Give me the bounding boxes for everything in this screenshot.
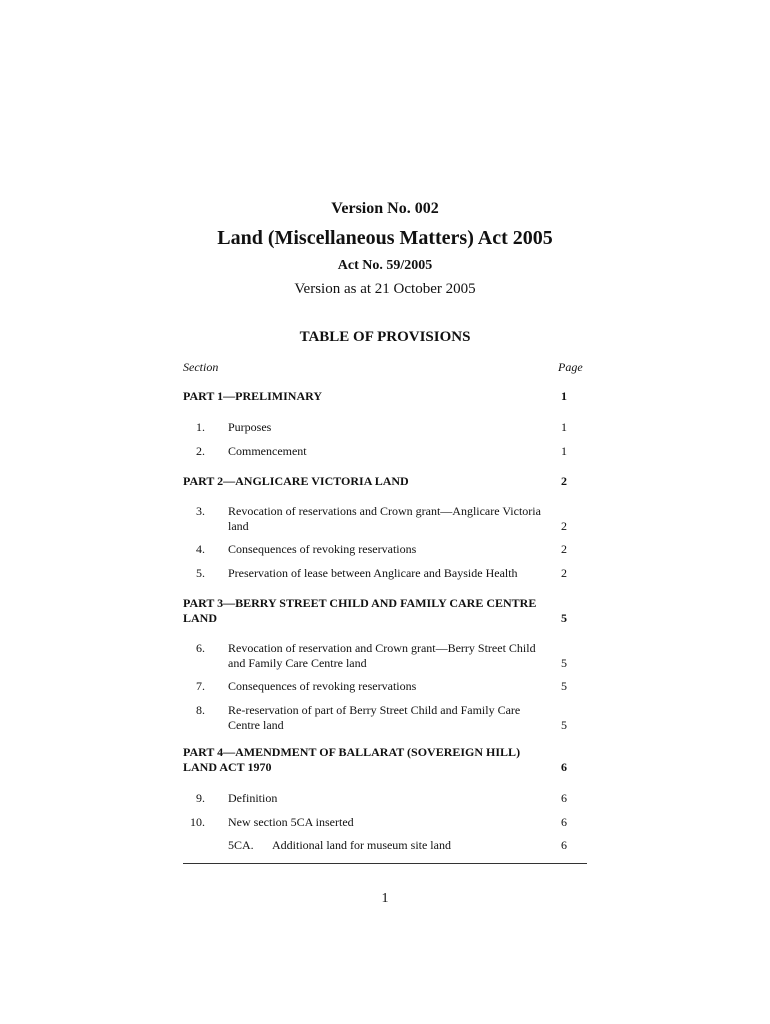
entry-page: 2 — [561, 519, 567, 533]
part-page: 5 — [561, 611, 567, 625]
entry-number: 1. — [196, 420, 205, 434]
entry-title: Purposes — [228, 420, 272, 434]
section-column-label: Section — [183, 360, 219, 374]
entry-number: 9. — [196, 791, 205, 805]
part-page: 2 — [561, 474, 567, 488]
toc-entry-3[interactable] — [183, 504, 567, 534]
act-number: Act No. 59/2005 — [337, 258, 433, 273]
entry-title: Consequences of revoking reservations — [228, 679, 417, 693]
toc-heading: TABLE OF PROVISIONS — [299, 329, 471, 345]
part-title: PART 4—AMENDMENT OF BALLARAT (SOVEREIGN HILL) LAND ACT 1970 — [183, 745, 521, 774]
toc-entry-8[interactable] — [183, 703, 567, 733]
entry-title: Commencement — [228, 444, 307, 458]
entry-title: Revocation of reservation and Crown grant—Berry Street Child and Family Care Centre land — [228, 641, 536, 670]
entry-number: 4. — [196, 542, 205, 556]
toc-entry-2[interactable] — [183, 444, 567, 459]
subentry-page: 6 — [561, 838, 567, 852]
toc-part-2[interactable] — [183, 474, 567, 489]
part-title: PART 3—BERRY STREET CHILD AND FAMILY CARE CENTRE LAND — [183, 596, 537, 625]
entry-title: Consequences of revoking reservations — [228, 542, 417, 556]
toc-entry-10[interactable] — [183, 815, 567, 830]
entry-page: 5 — [561, 656, 567, 670]
entry-number: 5. — [196, 566, 205, 580]
toc-entry-7[interactable] — [183, 679, 567, 694]
part-title: PART 2—ANGLICARE VICTORIA LAND — [183, 474, 409, 488]
part-page: 1 — [561, 389, 567, 403]
entry-page: 1 — [561, 444, 567, 458]
entry-page: 2 — [561, 542, 567, 556]
entry-title: Definition — [228, 791, 278, 805]
entry-page: 5 — [561, 718, 567, 732]
toc-entry-6[interactable] — [183, 641, 567, 671]
toc-entry-5[interactable] — [183, 566, 567, 581]
entry-number: 2. — [196, 444, 205, 458]
subentry-number: 5CA. — [228, 838, 254, 852]
subentry-title: Additional land for museum site land — [272, 838, 451, 852]
entry-page: 6 — [561, 815, 567, 829]
version-date: Version as at 21 October 2005 — [294, 281, 476, 297]
part-page: 6 — [561, 760, 567, 774]
entry-number: 3. — [196, 504, 205, 518]
toc-part-3[interactable] — [183, 596, 567, 626]
entry-number: 10. — [190, 815, 205, 829]
entry-title: New section 5CA inserted — [228, 815, 354, 829]
entry-number: 8. — [196, 703, 205, 717]
entry-page: 6 — [561, 791, 567, 805]
entry-number: 7. — [196, 679, 205, 693]
version-number: Version No. 002 — [331, 200, 439, 217]
toc-entry-9[interactable] — [183, 791, 567, 806]
entry-title: Preservation of lease between Anglicare and Bayside Health — [228, 566, 518, 580]
page-number: 1 — [381, 891, 389, 906]
entry-page: 5 — [561, 679, 567, 693]
part-title: PART 1—PRELIMINARY — [183, 389, 323, 403]
entry-page: 1 — [561, 420, 567, 434]
page-column-label: Page — [558, 360, 583, 374]
footer-divider — [183, 863, 587, 864]
toc-part-4[interactable] — [183, 745, 567, 775]
toc-part-1[interactable] — [183, 389, 567, 404]
toc-entry-1[interactable] — [183, 420, 567, 435]
entry-page: 2 — [561, 566, 567, 580]
entry-title: Revocation of reservations and Crown grant—Anglicare Victoria land — [228, 504, 541, 533]
entry-number: 6. — [196, 641, 205, 655]
entry-title: Re-reservation of part of Berry Street Child and Family Care Centre land — [228, 703, 521, 732]
toc-entry-4[interactable] — [183, 542, 567, 557]
act-title: Land (Miscellaneous Matters) Act 2005 — [217, 227, 553, 249]
